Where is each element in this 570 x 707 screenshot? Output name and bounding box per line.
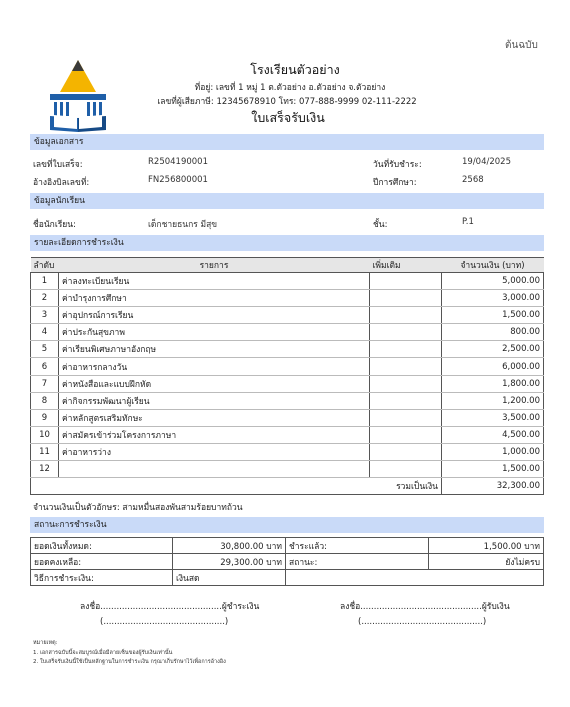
ref-bill-label: อ้างอิงบิลเลขที่: [33, 178, 90, 188]
row-no: 3 [31, 307, 59, 324]
date-label: วันที่รับชำระ: [373, 160, 422, 170]
row-item: ค่าอุปกรณ์การเรียน [59, 307, 370, 324]
row-no: 1 [31, 273, 59, 290]
paid-label: ชำระแล้ว: [286, 538, 429, 554]
grade-label: ชั้น: [373, 220, 388, 230]
row-amount: 1,500.00 [442, 307, 544, 324]
status-row [31, 570, 544, 586]
row-no: 2 [31, 290, 59, 307]
payment-method-label: วิธีการชำระเงิน: [31, 570, 173, 586]
payer-name-line: (.............................................) [100, 617, 229, 627]
section-payment-details: รายละเอียดการชำระเงิน [30, 235, 544, 251]
student-name-label: ชื่อนักเรียน: [33, 220, 76, 230]
row-no: 4 [31, 324, 59, 341]
row-amount: 5,000.00 [442, 273, 544, 290]
receiver-name-line: (.............................................) [358, 617, 487, 627]
row-item: ค่าอาหารกลางวัน [59, 358, 370, 375]
row-no: 6 [31, 358, 59, 375]
col-amount-header: จำนวนเงิน (บาท) [442, 258, 544, 273]
row-extra [370, 358, 442, 375]
table-row [31, 341, 544, 358]
table-row [31, 273, 544, 290]
payment-status-table [30, 537, 544, 586]
notes-title: หมายเหตุ: [33, 640, 58, 646]
row-extra [370, 443, 442, 460]
row-no: 8 [31, 392, 59, 409]
receipt-no-label: เลขที่ใบเสร็จ: [33, 160, 83, 170]
row-no: 5 [31, 341, 59, 358]
row-item: ค่าอาหารว่าง [59, 443, 370, 460]
row-amount: 1,200.00 [442, 392, 544, 409]
paid-value: 1,500.00 บาท [429, 538, 544, 554]
receiver-signature-line: ลงชื่อ.............................................ผู้รับเงิน [340, 602, 510, 612]
row-amount: 3,500.00 [442, 409, 544, 426]
row-extra [370, 426, 442, 443]
total-label: รวมเป็นเงิน [31, 478, 442, 495]
table-row [31, 307, 544, 324]
receipt-no-value: R2504190001 [148, 157, 208, 167]
row-no: 7 [31, 375, 59, 392]
table-header-row [31, 258, 544, 273]
amount-in-words: จำนวนเงินเป็นตัวอักษร: สามหมื่นสองพันสามร้อยบาทถ้วน [33, 503, 243, 513]
row-amount: 3,000.00 [442, 290, 544, 307]
section-student: ข้อมูลนักเรียน [30, 193, 544, 209]
date-value: 19/04/2025 [462, 157, 511, 167]
school-name: โรงเรียนตัวอย่าง [250, 62, 340, 77]
row-item: ค่าหลักสูตรเสริมทักษะ [59, 409, 370, 426]
row-extra [370, 273, 442, 290]
total-row [31, 478, 544, 495]
total-due-label: ยอดเงินทั้งหมด: [31, 538, 173, 554]
col-item-header: รายการ [59, 258, 370, 273]
row-no: 11 [31, 443, 59, 460]
row-no: 10 [31, 426, 59, 443]
row-extra [370, 392, 442, 409]
payer-signature-line: ลงชื่อ.............................................ผู้ชำระเงิน [80, 602, 260, 612]
row-extra [370, 324, 442, 341]
payment-method-value: เงินสด [173, 570, 286, 586]
status-row [31, 538, 544, 554]
document-title: ใบเสร็จรับเงิน [251, 110, 325, 125]
row-amount: 1,500.00 [442, 461, 544, 478]
row-item: ค่าเรียนพิเศษภาษาอังกฤษ [59, 341, 370, 358]
total-amount: 32,300.00 [442, 478, 544, 495]
table-row [31, 426, 544, 443]
col-no-header: ลำดับ [31, 258, 59, 273]
row-amount: 6,000.00 [442, 358, 544, 375]
row-extra [370, 290, 442, 307]
row-item: ค่าลงทะเบียนเรียน [59, 273, 370, 290]
row-extra [370, 341, 442, 358]
payment-items-table [30, 257, 544, 495]
table-row [31, 392, 544, 409]
status-row [31, 554, 544, 570]
row-extra [370, 375, 442, 392]
school-address: ที่อยู่: เลขที่ 1 หมู่ 1 ต.ตัวอย่าง อ.ตัวอย่าง จ.ตัวอย่าง [194, 83, 386, 93]
table-row [31, 358, 544, 375]
row-item: ค่าหนังสือและแบบฝึกหัด [59, 375, 370, 392]
row-amount: 2,500.00 [442, 341, 544, 358]
section-payment-status: สถานะการชำระเงิน [30, 517, 544, 533]
table-row [31, 290, 544, 307]
status-label: สถานะ: [286, 554, 429, 570]
student-name-value: เด็กชายธนกร มีสุข [148, 220, 218, 230]
school-tax-contact: เลขที่ผู้เสียภาษี: 12345678910 โทร: 077-888-9999 02-111-2222 [157, 97, 417, 107]
academic-year-label: ปีการศึกษา: [373, 178, 417, 188]
row-amount: 1,800.00 [442, 375, 544, 392]
row-no: 12 [31, 461, 59, 478]
section-doc-info: ข้อมูลเอกสาร [30, 134, 544, 150]
row-item: ค่าประกันสุขภาพ [59, 324, 370, 341]
remaining-value: 29,300.00 บาท [173, 554, 286, 570]
row-item: ค่าสมัครเข้าร่วมโครงการภาษา [59, 426, 370, 443]
grade-value: P.1 [462, 217, 474, 227]
row-extra [370, 307, 442, 324]
row-amount: 1,000.00 [442, 443, 544, 460]
table-row [31, 324, 544, 341]
status-value: ยังไม่ครบ [429, 554, 544, 570]
table-row [31, 461, 544, 478]
academic-year-value: 2568 [462, 175, 484, 185]
table-row [31, 409, 544, 426]
row-item [59, 461, 370, 478]
row-item: ค่ากิจกรรมพัฒนาผู้เรียน [59, 392, 370, 409]
ref-bill-value: FN256800001 [148, 175, 208, 185]
total-due-value: 30,800.00 บาท [173, 538, 286, 554]
col-extra-header: เพิ่มเติม [370, 258, 442, 273]
note-line-2: 2. ใบเสร็จรับเงินนี้ใช้เป็นหลักฐานในการชำระเงิน กรุณาเก็บรักษาไว้เพื่อการอ้างอิง [33, 659, 226, 665]
row-extra [370, 461, 442, 478]
row-no: 9 [31, 409, 59, 426]
row-amount: 800.00 [442, 324, 544, 341]
remaining-label: ยอดคงเหลือ: [31, 554, 173, 570]
note-line-1: 1. เอกสารฉบับนี้จะสมบูรณ์เมื่อมีลายเซ็นของผู้รับเงินเท่านั้น [33, 650, 173, 656]
row-item: ค่าบำรุงการศึกษา [59, 290, 370, 307]
row-amount: 4,500.00 [442, 426, 544, 443]
row-extra [370, 409, 442, 426]
table-row [31, 375, 544, 392]
table-row [31, 443, 544, 460]
copy-label: ต้นฉบับ [505, 40, 538, 51]
